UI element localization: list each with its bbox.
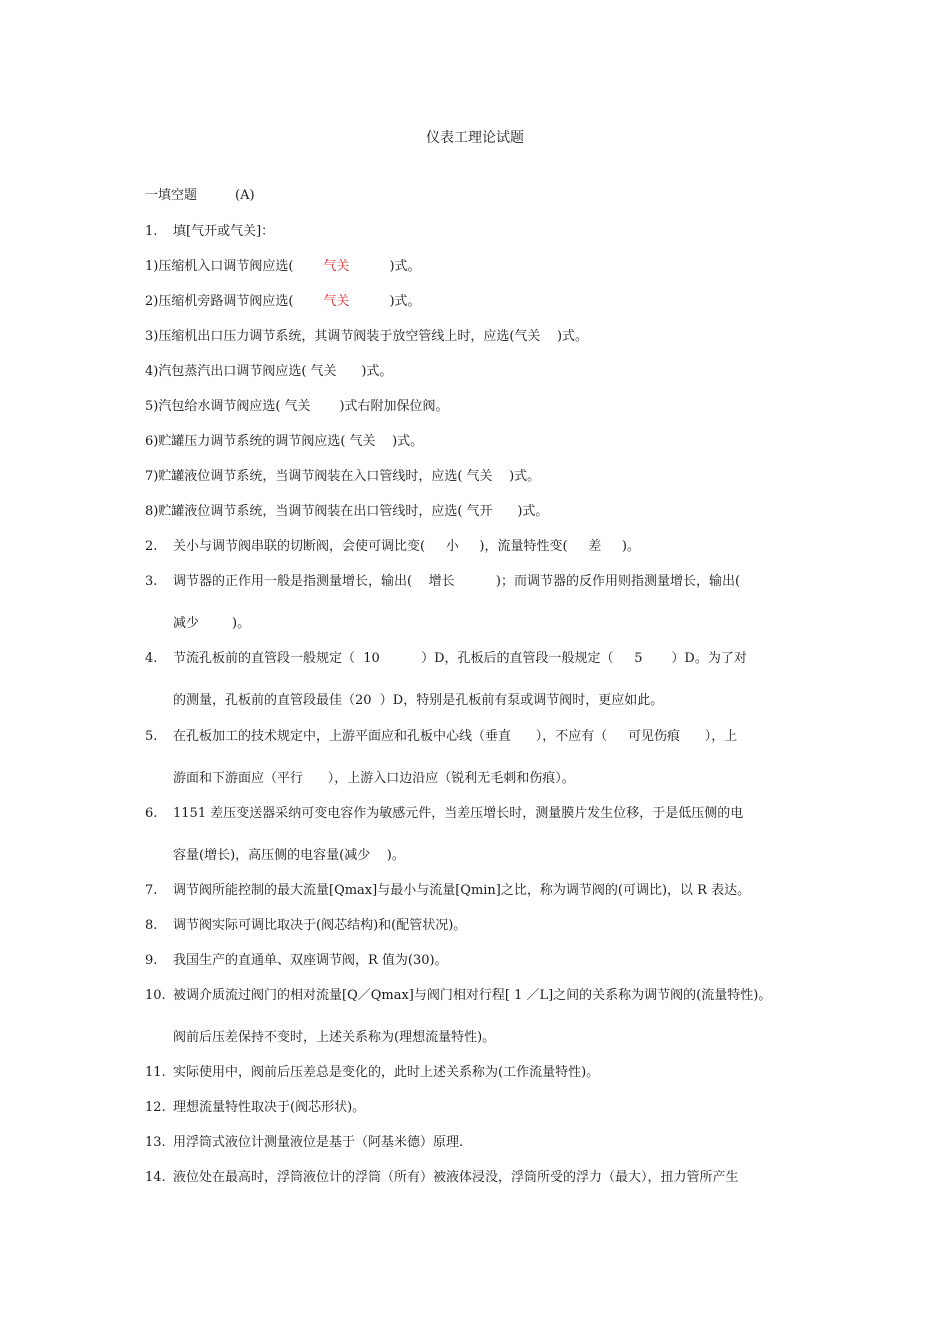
question-10: [145, 988, 771, 1004]
question-number: 10.: [145, 988, 166, 1003]
question-number: 11.: [145, 1065, 166, 1080]
question-number: 6.: [145, 806, 158, 821]
answer-highlight: 气关: [323, 294, 350, 309]
question-7: [145, 883, 750, 899]
question-3-continuation: 减少 )。: [173, 616, 251, 631]
question-text: 理想流量特性取决于(阀芯形状)。: [173, 1100, 366, 1115]
question-2: [145, 539, 640, 555]
question-text: 被调介质流过阀门的相对流量[Q／Qmax]与阀门相对行程[ 1 ／L]之间的关系称为调节阀的(流量特性)。: [173, 988, 772, 1003]
question-10-continuation: 阀前后压差保持不变时，上述关系称为(理想流量特性)。: [173, 1030, 496, 1045]
question-text: 关小与调节阀串联的切断阀，会使可调比变( 小 )，流量特性变( 差 )。: [173, 539, 640, 554]
q1-item-2: [145, 294, 421, 310]
answer-highlight: 气关: [323, 259, 350, 274]
question-number: 8.: [145, 918, 158, 933]
item-text: 1)压缩机入口调节阀应选(: [145, 259, 294, 274]
question-11: [145, 1065, 599, 1081]
item-text: 2)压缩机旁路调节阀应选(: [145, 294, 294, 309]
question-6-continuation: 容量(增长)，高压侧的电容量(减少 )。: [173, 848, 405, 863]
q1-item-8: 8)贮罐液位调节系统，当调节阀装在出口管线时，应选( 气开 )式。: [145, 504, 549, 519]
question-text: 液位处在最高时，浮筒液位计的浮筒（所有）被液体浸没，浮筒所受的浮力（最大），扭力管所产生: [173, 1170, 739, 1185]
question-14: [145, 1170, 739, 1186]
question-8: [145, 918, 466, 934]
section-heading: [145, 188, 255, 204]
document-title: 仪表工理论试题: [426, 130, 524, 146]
question-text: 在孔板加工的技术规定中，上游平面应和孔板中心线（垂直 ），不应有（ 可见伤痕 ），上: [173, 729, 738, 744]
question-number: 9.: [145, 953, 158, 968]
question-3: [145, 574, 740, 590]
question-text: 实际使用中，阀前后压差总是变化的，此时上述关系称为(工作流量特性)。: [173, 1065, 600, 1080]
q1-item-6: 6)贮罐压力调节系统的调节阀应选( 气关 )式。: [145, 434, 424, 449]
q1-item-3: 3)压缩机出口压力调节系统，其调节阀装于放空管线上时，应选(气关 )式。: [145, 329, 589, 344]
question-number: 3.: [145, 574, 158, 589]
question-1: [145, 224, 274, 240]
q1-item-7: 7)贮罐液位调节系统，当调节阀装在入口管线时，应选( 气关 )式。: [145, 469, 541, 484]
q1-item-1: [145, 259, 421, 275]
question-13: [145, 1135, 463, 1151]
question-text: 用浮筒式液位计测量液位是基于（阿基米德）原理.: [173, 1135, 464, 1150]
question-number: 12.: [145, 1100, 166, 1115]
question-text: 1151 差压变送器采纳可变电容作为敏感元件，当差压增长时，测量膜片发生位移，于是低压侧的电: [173, 806, 744, 821]
question-12: [145, 1100, 365, 1116]
section-label: 一填空题: [145, 188, 198, 203]
item-text: )式。: [389, 294, 421, 309]
question-5-continuation: 游面和下游面应（平行 ），上游入口边沿应（锐利无毛刺和伤痕）。: [173, 771, 575, 786]
q1-item-4: 4)汽包蒸汽出口调节阀应选( 气关 )式。: [145, 364, 393, 379]
question-text: 调节器的正作用一般是指测量增长，输出( 增长 )；而调节器的反作用则指测量增长，输出(: [173, 574, 741, 589]
question-number: 13.: [145, 1135, 166, 1150]
question-4: [145, 651, 747, 667]
question-text: 节流孔板前的直管段一般规定（ 10 ）D，孔板后的直管段一般规定（ 5 ）D。为了对: [173, 651, 747, 666]
question-text: 调节阀实际可调比取决于(阀芯结构)和(配管状况)。: [173, 918, 467, 933]
section-tag: (A): [235, 188, 255, 203]
question-9: [145, 953, 448, 969]
question-4-continuation: 的测量，孔板前的直管段最佳（20 ）D，特别是孔板前有泵或调节阀时，更应如此。: [173, 693, 664, 708]
question-text: 我国生产的直通单、双座调节阀，R 值为(30)。: [173, 953, 448, 968]
question-number: 2.: [145, 539, 158, 554]
question-text: 填[气开或气关]：: [173, 224, 275, 239]
question-text: 调节阀所能控制的最大流量[Qmax]与最小与流量[Qmin]之比，称为调节阀的(可调比)，以 R 表达。: [173, 883, 751, 898]
item-text: )式。: [389, 259, 421, 274]
question-number: 5.: [145, 729, 158, 744]
question-6: [145, 806, 743, 822]
question-number: 1.: [145, 224, 158, 239]
question-5: [145, 729, 737, 745]
question-number: 7.: [145, 883, 158, 898]
q1-item-5: 5)汽包给水调节阀应选( 气关 )式右附加保位阀。: [145, 399, 449, 414]
question-number: 14.: [145, 1170, 166, 1185]
question-number: 4.: [145, 651, 158, 666]
